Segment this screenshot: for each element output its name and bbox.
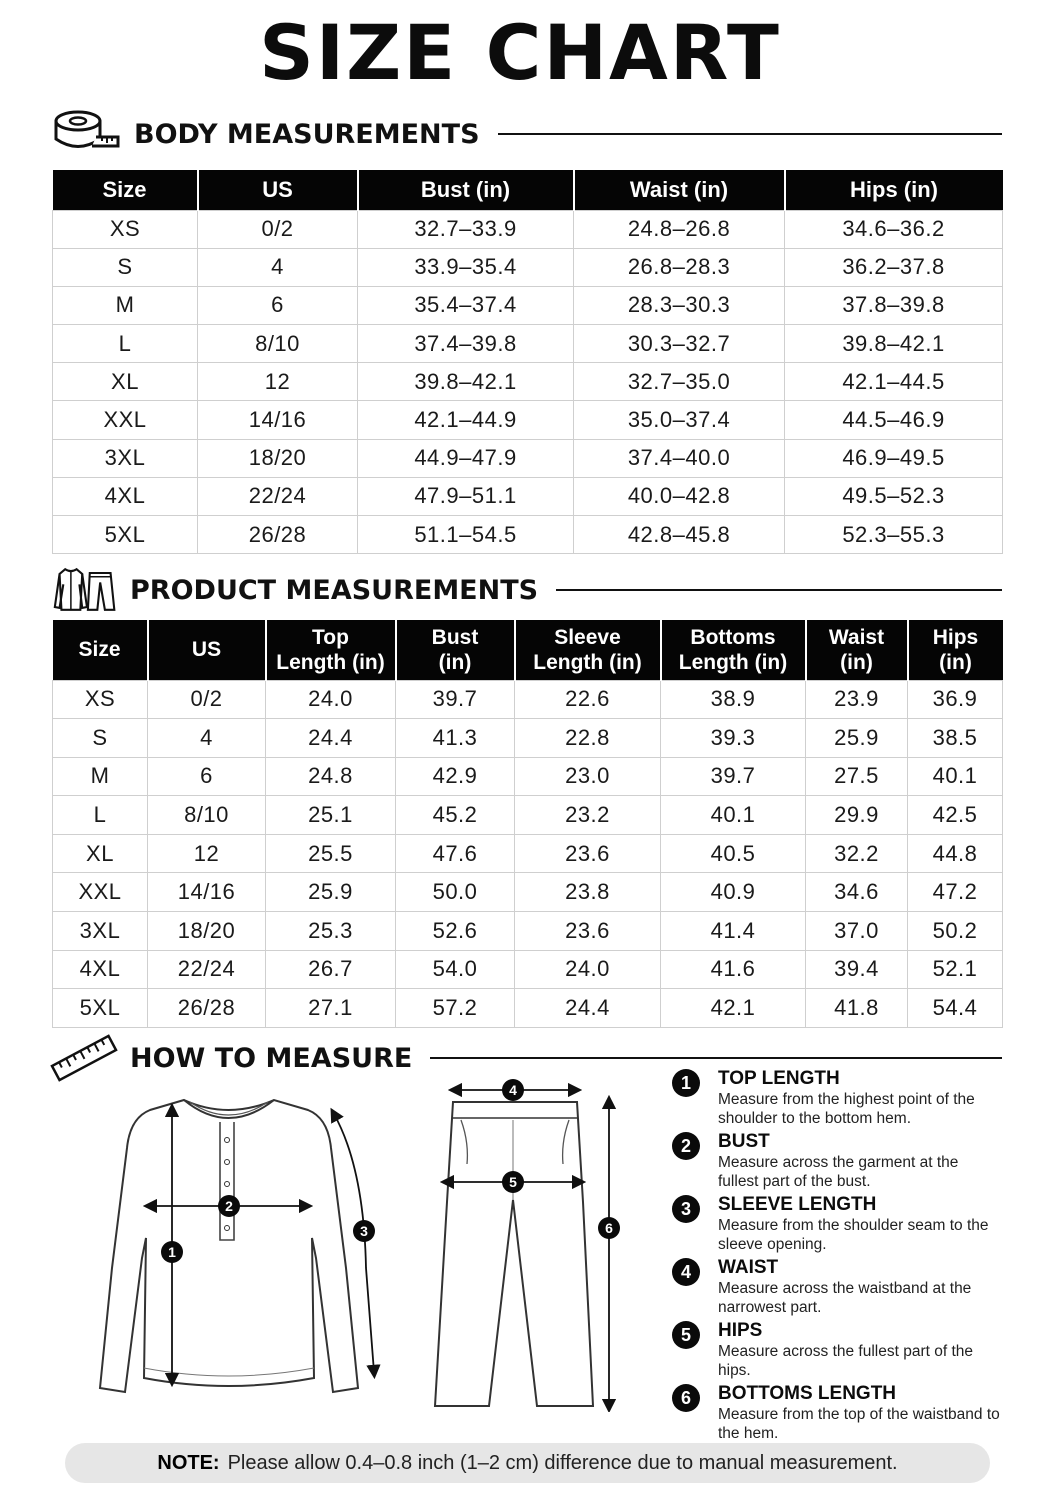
column-header-line: Sleeve	[554, 625, 621, 649]
column-header	[908, 620, 1003, 680]
table-cell: M	[53, 757, 148, 796]
table-cell: L	[53, 796, 148, 835]
table-cell: 23.0	[515, 757, 661, 796]
step-description: Measure across the fullest part of the hips.	[718, 1343, 974, 1379]
table-cell: XS	[53, 680, 148, 719]
table-cell: 37.0	[806, 912, 908, 951]
table-cell: 42.1–44.9	[358, 401, 574, 439]
table-cell: 6	[148, 757, 266, 796]
table-cell: 44.9–47.9	[358, 439, 574, 477]
table-row	[53, 477, 1003, 515]
table-row	[53, 401, 1003, 439]
table-cell: 39.3	[661, 719, 806, 758]
table-row	[53, 796, 1003, 835]
column-header-line: Length (in)	[678, 650, 788, 674]
table-cell: L	[53, 325, 198, 363]
step-title: BOTTOMS LENGTH	[718, 1383, 897, 1404]
table-cell: 5XL	[53, 989, 148, 1028]
table-cell: 24.0	[266, 680, 396, 719]
product-measurements-header	[52, 564, 1002, 616]
step-title: SLEEVE LENGTH	[718, 1194, 877, 1215]
table-cell: 25.9	[806, 719, 908, 758]
table-row	[53, 363, 1003, 401]
table-cell: 29.9	[806, 796, 908, 835]
table-cell: 23.6	[515, 834, 661, 873]
table-cell: 6	[198, 286, 358, 324]
table-row	[53, 325, 1003, 363]
table-cell: 3XL	[53, 439, 198, 477]
table-cell: 18/20	[148, 912, 266, 951]
table-cell: 3XL	[53, 912, 148, 951]
table-cell: 42.8–45.8	[574, 516, 785, 554]
table-cell: XXL	[53, 401, 198, 439]
table-cell: 42.5	[908, 796, 1003, 835]
column-header-line: Length (in)	[276, 650, 385, 674]
table-cell: 30.3–32.7	[574, 325, 785, 363]
table-cell: 42.1–44.5	[785, 363, 1003, 401]
column-header	[806, 620, 908, 680]
table-cell: 39.8–42.1	[785, 325, 1003, 363]
table-cell: 23.6	[515, 912, 661, 951]
step-description: Measure from the top of the waistband to the hem.	[718, 1406, 1000, 1442]
table-cell: 51.1–54.5	[358, 516, 574, 554]
table-cell: 25.3	[266, 912, 396, 951]
table-cell: 22.6	[515, 680, 661, 719]
table-cell: 44.5–46.9	[785, 401, 1003, 439]
column-header: Bust (in)	[358, 170, 574, 210]
table-cell: 37.4–40.0	[574, 439, 785, 477]
step-text	[718, 1257, 1002, 1317]
table-cell: 8/10	[148, 796, 266, 835]
svg-text:3: 3	[360, 1223, 368, 1239]
measure-step	[672, 1257, 1002, 1317]
note-text: Please allow 0.4–0.8 inch (1–2 cm) difference due to manual measurement.	[227, 1451, 898, 1474]
table-cell: 40.1	[908, 757, 1003, 796]
table-cell: 54.4	[908, 989, 1003, 1028]
table-row	[53, 286, 1003, 324]
measure-step	[672, 1194, 1002, 1254]
svg-text:2: 2	[225, 1198, 233, 1214]
table-cell: 35.4–37.4	[358, 286, 574, 324]
table-cell: 4XL	[53, 950, 148, 989]
marker-1	[161, 1241, 183, 1263]
table-cell: 22/24	[198, 477, 358, 515]
table-cell: 34.6	[806, 873, 908, 912]
table-cell: 5XL	[53, 516, 198, 554]
table-cell: 25.5	[266, 834, 396, 873]
page-title: SIZE CHART	[259, 8, 781, 97]
column-header	[53, 620, 148, 680]
table-cell: 12	[198, 363, 358, 401]
table-cell: XL	[53, 363, 198, 401]
table-cell: 14/16	[198, 401, 358, 439]
table-cell: 36.2–37.8	[785, 248, 1003, 286]
table-cell: 4	[148, 719, 266, 758]
step-number-badge: 5	[672, 1321, 700, 1349]
table-cell: 54.0	[396, 950, 515, 989]
table-cell: 44.8	[908, 834, 1003, 873]
measure-steps-list	[672, 1068, 1002, 1446]
table-cell: 33.9–35.4	[358, 248, 574, 286]
column-header: Size	[53, 170, 198, 210]
table-cell: 41.3	[396, 719, 515, 758]
marker-5	[502, 1171, 524, 1193]
step-number-badge: 3	[672, 1195, 700, 1223]
table-cell: 50.0	[396, 873, 515, 912]
table-cell: 0/2	[148, 680, 266, 719]
table-cell: 24.8–26.8	[574, 210, 785, 248]
table-row	[53, 248, 1003, 286]
step-text	[718, 1320, 1002, 1380]
table-cell: 42.1	[661, 989, 806, 1028]
table-cell: 24.0	[515, 950, 661, 989]
body-measurements-title: BODY MEASUREMENTS	[134, 118, 480, 150]
table-cell: 27.1	[266, 989, 396, 1028]
column-header-line: Hips	[932, 625, 979, 649]
table-cell: 40.9	[661, 873, 806, 912]
table-cell: 32.7–35.0	[574, 363, 785, 401]
table-cell: 38.9	[661, 680, 806, 719]
note-bar	[65, 1443, 990, 1483]
table-cell: 32.2	[806, 834, 908, 873]
note-label: NOTE:	[157, 1451, 220, 1474]
table-cell: 4XL	[53, 477, 198, 515]
column-header	[396, 620, 515, 680]
table-cell: 22/24	[148, 950, 266, 989]
table-cell: XL	[53, 834, 148, 873]
table-cell: 23.2	[515, 796, 661, 835]
table-cell: 26.7	[266, 950, 396, 989]
step-title: TOP LENGTH	[718, 1068, 840, 1089]
table-cell: 24.8	[266, 757, 396, 796]
top-garment-diagram	[88, 1088, 388, 1408]
table-cell: 50.2	[908, 912, 1003, 951]
column-header	[266, 620, 396, 680]
table-cell: 26.8–28.3	[574, 248, 785, 286]
pajama-set-icon	[52, 564, 120, 616]
step-number-badge: 4	[672, 1258, 700, 1286]
table-row	[53, 989, 1003, 1028]
table-cell: 40.5	[661, 834, 806, 873]
step-title: BUST	[718, 1131, 770, 1152]
table-cell: 52.1	[908, 950, 1003, 989]
column-header	[515, 620, 661, 680]
table-cell: 41.6	[661, 950, 806, 989]
table-cell: 39.4	[806, 950, 908, 989]
table-cell: M	[53, 286, 198, 324]
table-cell: 28.3–30.3	[574, 286, 785, 324]
column-header-line: (in)	[840, 650, 873, 674]
measuring-tape-icon	[52, 108, 124, 160]
column-header-line: Length (in)	[533, 650, 642, 674]
marker-2	[218, 1195, 240, 1217]
column-header: US	[198, 170, 358, 210]
section-divider	[556, 589, 1002, 591]
table-cell: 52.3–55.3	[785, 516, 1003, 554]
step-text	[718, 1068, 1002, 1128]
step-description: Measure from the shoulder seam to the sleeve opening.	[718, 1217, 989, 1253]
svg-text:4: 4	[509, 1082, 517, 1098]
table-cell: 23.8	[515, 873, 661, 912]
body-measurements-table	[52, 170, 1003, 554]
table-row	[53, 516, 1003, 554]
table-cell: 36.9	[908, 680, 1003, 719]
table-cell: XXL	[53, 873, 148, 912]
table-cell: 26/28	[148, 989, 266, 1028]
table-cell: 39.7	[661, 757, 806, 796]
column-header	[661, 620, 806, 680]
svg-text:1: 1	[168, 1244, 176, 1260]
svg-text:5: 5	[509, 1174, 517, 1190]
step-text	[718, 1131, 1002, 1191]
table-cell: 42.9	[396, 757, 515, 796]
column-header	[148, 620, 266, 680]
table-cell: S	[53, 248, 198, 286]
table-cell: 35.0–37.4	[574, 401, 785, 439]
step-title: HIPS	[718, 1320, 763, 1341]
column-header-line: Bust	[431, 625, 479, 649]
table-cell: 34.6–36.2	[785, 210, 1003, 248]
table-cell: 47.9–51.1	[358, 477, 574, 515]
table-cell: 37.8–39.8	[785, 286, 1003, 324]
svg-text:6: 6	[605, 1220, 613, 1236]
table-cell: 46.9–49.5	[785, 439, 1003, 477]
table-cell: 4	[198, 248, 358, 286]
table-row	[53, 873, 1003, 912]
table-cell: 8/10	[198, 325, 358, 363]
step-number-badge: 6	[672, 1384, 700, 1412]
table-cell: 41.4	[661, 912, 806, 951]
table-cell: 37.4–39.8	[358, 325, 574, 363]
section-divider	[430, 1057, 1002, 1059]
measure-step	[672, 1068, 1002, 1128]
how-to-measure-title: HOW TO MEASURE	[130, 1042, 413, 1074]
table-cell: 23.9	[806, 680, 908, 719]
pants-diagram	[425, 1072, 635, 1412]
measure-step	[672, 1131, 1002, 1191]
table-cell: 57.2	[396, 989, 515, 1028]
table-row	[53, 912, 1003, 951]
table-cell: 0/2	[198, 210, 358, 248]
measure-step	[672, 1383, 1002, 1443]
column-header-line: US	[191, 638, 222, 662]
table-cell: 25.1	[266, 796, 396, 835]
ruler-icon	[48, 1032, 120, 1084]
column-header-line: Bottoms	[690, 625, 776, 649]
table-cell: 47.6	[396, 834, 515, 873]
marker-4	[502, 1079, 524, 1101]
table-cell: 24.4	[515, 989, 661, 1028]
table-cell: 49.5–52.3	[785, 477, 1003, 515]
table-cell: 24.4	[266, 719, 396, 758]
table-row	[53, 757, 1003, 796]
table-row	[53, 950, 1003, 989]
section-divider	[498, 133, 1002, 135]
table-cell: 39.8–42.1	[358, 363, 574, 401]
step-title: WAIST	[718, 1257, 779, 1278]
step-description: Measure across the waistband at the narrowest part.	[718, 1280, 972, 1316]
table-row	[53, 210, 1003, 248]
table-cell: 22.8	[515, 719, 661, 758]
table-row	[53, 719, 1003, 758]
column-header: Waist (in)	[574, 170, 785, 210]
table-cell: 32.7–33.9	[358, 210, 574, 248]
step-description: Measure from the highest point of the shoulder to the bottom hem.	[718, 1091, 975, 1127]
table-cell: 14/16	[148, 873, 266, 912]
marker-3	[353, 1220, 375, 1242]
table-cell: 27.5	[806, 757, 908, 796]
table-cell: S	[53, 719, 148, 758]
table-row	[53, 439, 1003, 477]
marker-6	[598, 1217, 620, 1239]
table-cell: 47.2	[908, 873, 1003, 912]
product-measurements-table	[52, 620, 1003, 1028]
table-cell: 12	[148, 834, 266, 873]
table-cell: 38.5	[908, 719, 1003, 758]
step-number-badge: 1	[672, 1069, 700, 1097]
table-cell: 18/20	[198, 439, 358, 477]
column-header-line: (in)	[438, 650, 472, 674]
column-header: Hips (in)	[785, 170, 1003, 210]
table-cell: 39.7	[396, 680, 515, 719]
table-cell: 40.0–42.8	[574, 477, 785, 515]
table-cell: 40.1	[661, 796, 806, 835]
table-cell: XS	[53, 210, 198, 248]
column-header-line: Top	[312, 625, 349, 649]
step-text	[718, 1383, 1002, 1443]
measure-step	[672, 1320, 1002, 1380]
body-measurements-header	[52, 108, 1002, 160]
table-row	[53, 680, 1003, 719]
table-cell: 26/28	[198, 516, 358, 554]
table-row	[53, 834, 1003, 873]
table-cell: 41.8	[806, 989, 908, 1028]
table-cell: 52.6	[396, 912, 515, 951]
column-header-line: Size	[78, 638, 121, 662]
step-text	[718, 1194, 1002, 1254]
step-number-badge: 2	[672, 1132, 700, 1160]
table-cell: 25.9	[266, 873, 396, 912]
step-description: Measure across the garment at the fullest part of the bust.	[718, 1154, 959, 1190]
product-measurements-title: PRODUCT MEASUREMENTS	[130, 574, 539, 606]
table-cell: 45.2	[396, 796, 515, 835]
column-header-line: (in)	[939, 650, 972, 674]
column-header-line: Waist	[828, 625, 885, 649]
